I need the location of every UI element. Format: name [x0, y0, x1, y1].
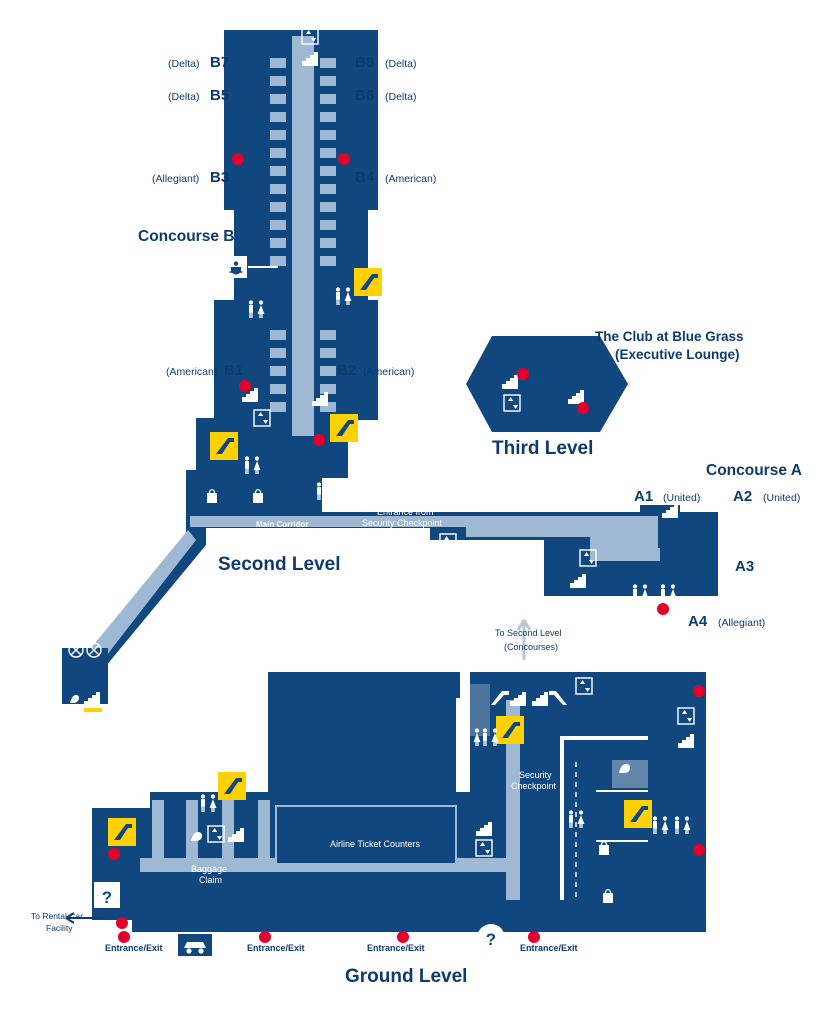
escalator-sign	[218, 772, 246, 800]
car-icon	[178, 934, 212, 956]
baby-care-icon	[225, 256, 247, 278]
gate-label-b1: B1	[224, 362, 244, 379]
entrance-exit-label-2: Entrance/Exit	[247, 943, 305, 953]
gate-airline-b5: (Delta)	[168, 91, 200, 103]
gate-airline-b1: (American)	[166, 366, 218, 378]
entrance-exit-label-1: Entrance/Exit	[105, 943, 163, 953]
annotation-concourses: (Concourses)	[504, 642, 559, 652]
concourse-b-title: Concourse B	[138, 228, 235, 245]
annotation-claim: Claim	[199, 875, 223, 885]
annotation-to-rental-car: To Rental Car	[31, 911, 83, 921]
gate-label-b4: B4	[355, 169, 375, 186]
stairs-icon	[404, 560, 420, 574]
annotation-security-checkpoint-entrance: Security Checkpoint	[362, 518, 443, 528]
gate-airline-a4: (Allegiant)	[718, 617, 766, 629]
annotation-checkpoint: Checkpoint	[511, 781, 557, 791]
annotation-ticket-counters: Airline Ticket Counters	[330, 839, 421, 849]
up-arrow-icon	[518, 620, 530, 660]
annotation-security: Security	[519, 770, 552, 780]
gate-label-a2: A2	[733, 488, 753, 505]
entrance-exit-label-4: Entrance/Exit	[520, 943, 578, 953]
gate-airline-b8: (Delta)	[385, 58, 417, 70]
lounge-title-line1: The Club at Blue Grass	[595, 329, 744, 344]
gate-airline-a2: (United)	[763, 492, 801, 504]
gate-airline-b2: (American)	[363, 366, 415, 378]
level-title-ground: Ground Level	[345, 966, 468, 987]
gate-label-b2: B2	[337, 362, 357, 379]
gate-label-b7: B7	[210, 54, 230, 71]
information-icon	[477, 924, 505, 952]
annotation-to-second-level: To Second Level	[495, 628, 562, 638]
restroom-icon	[357, 482, 373, 500]
stairs-icon	[158, 512, 174, 526]
gate-label-b3: B3	[210, 169, 230, 186]
gate-airline-b3: (Allegiant)	[152, 173, 200, 185]
gate-label-b8: B8	[355, 54, 375, 71]
svg-text:?: ?	[101, 888, 113, 907]
gate-label-a4: A4	[688, 613, 708, 630]
escalator-icon	[425, 559, 443, 573]
gate-label-b5: B5	[210, 87, 230, 104]
gate-airline-b7: (Delta)	[168, 58, 200, 70]
escalator-sign	[624, 800, 652, 828]
svg-text:?: ?	[485, 930, 497, 949]
escalator-sign	[496, 716, 524, 744]
annotation-main-corridor: Main Corridor	[256, 520, 309, 529]
level-title-third: Third Level	[492, 438, 594, 459]
annotation-entrance-from: Entrance from	[377, 507, 434, 517]
gate-airline-b6: (Delta)	[385, 91, 417, 103]
escalator-sign	[108, 818, 136, 846]
annotation-baggage: Baggage	[191, 864, 228, 874]
escalator-sign	[354, 268, 382, 296]
gate-airline-b4: (American)	[385, 173, 437, 185]
escalator-icon	[383, 559, 401, 573]
escalator-sign	[210, 432, 238, 460]
escalator-sign	[330, 414, 358, 442]
annotation-rental-facility: Facility	[46, 923, 73, 933]
information-icon	[94, 882, 120, 908]
annotation-exit-corridor: Exit Corridor	[115, 520, 153, 565]
gate-label-a3: A3	[735, 558, 755, 575]
gate-label-b6: B6	[355, 87, 375, 104]
entrance-exit-label-3: Entrance/Exit	[367, 943, 425, 953]
concourse-a-title: Concourse A	[706, 462, 802, 479]
level-title-second: Second Level	[218, 554, 341, 575]
gate-label-a1: A1	[634, 488, 654, 505]
gate-airline-a1: (United)	[663, 492, 701, 504]
lounge-title-line2: (Executive Lounge)	[615, 347, 740, 362]
